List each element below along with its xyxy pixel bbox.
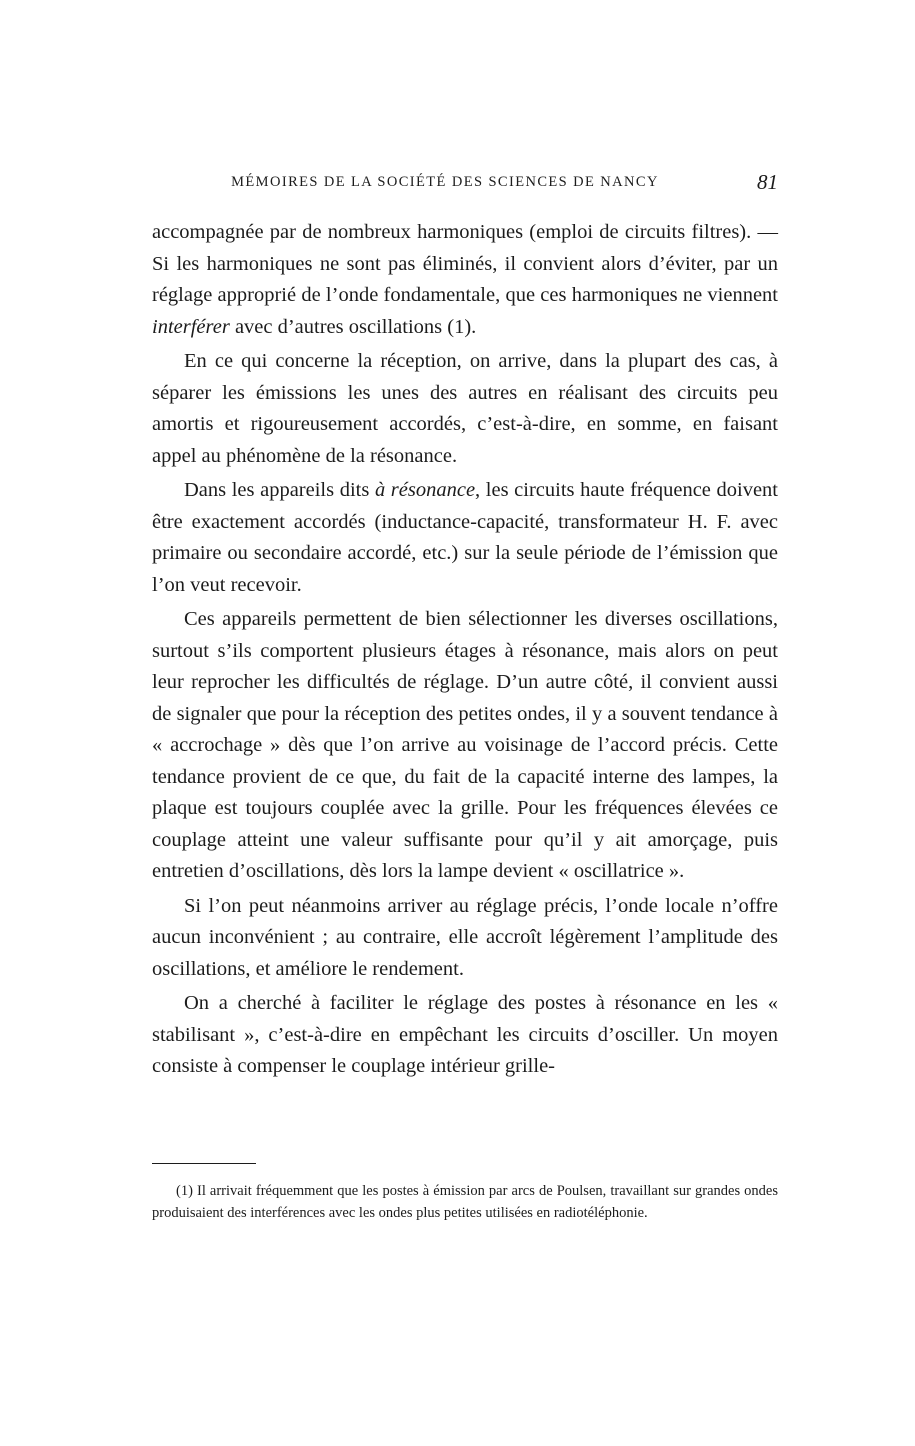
paragraph-1 <box>152 217 778 343</box>
paragraph-3-text-b: , les circuits haute fréquence doivent être exactement accordés (inductance-capacité, transformateur H. F. avec primaire ou secondaire accordé, etc.) sur la seule période de l’émission que l’on veut recevoir. <box>152 479 778 596</box>
paragraph-1-text-a: accompagnée par de nombreux harmoniques (emploi de circuits filtres). — Si les harmoniques ne sont pas éliminés, il convient alors d’éviter, par un réglage approprié de l’onde fondamentale, que ces harmoniques ne viennent <box>152 221 778 306</box>
page-number: 81 <box>757 170 778 194</box>
paragraph-3-text-a: Dans les appareils dits <box>184 479 375 501</box>
body-text <box>152 217 778 1083</box>
paragraph-4: Ces appareils permettent de bien sélectionner les diverses oscillations, surtout s’ils comportent plusieurs étages à résonance, mais alors on peut leur reprocher les difficultés de réglage. D’un autre côté, il convient aussi de signaler que pour la réception des petites ondes, il y a souvent tendance à « accrochage » dès que l’on arrive au voisinage de l’accord précis. Cette tendance provient de ce que, du fait de la capacité interne des lampes, la plaque est toujours couplée avec la grille. Pour les fréquences élevées ce couplage atteint une valeur suffisante pour qu’il y ait amorçage, puis entretien d’oscillations, dès lors la lampe devient « oscillatrice ». <box>152 608 778 882</box>
paragraph-6: On a cherché à faciliter le réglage des postes à résonance en les « stabilisant », c’est-à-dire en empêchant les circuits d’osciller. Un moyen consiste à compenser le couplage intérieur grille- <box>152 992 778 1077</box>
paragraph-1-emphasis: interférer <box>152 315 230 338</box>
paragraph-5: Si l’on peut néanmoins arriver au réglage précis, l’onde locale n’offre aucun inconvénient ; au contraire, elle accroît légèrement l’amplitude des oscillations, et améliore le rendement. <box>152 894 778 980</box>
paragraph-2: En ce qui concerne la réception, on arrive, dans la plupart des cas, à séparer les émissions les unes des autres en réalisant des circuits peu amortis et rigoureusement accordés, c’est-à-dire, en somme, en faisant appel au phénomène de la résonance. <box>152 350 778 467</box>
paragraph-3 <box>152 475 778 601</box>
running-head: MÉMOIRES DE LA SOCIÉTÉ DES SCIENCES DE NANCY <box>231 174 659 190</box>
paragraph-1-text-b: avec d’autres oscillations (1). <box>229 315 477 338</box>
footnote-rule <box>152 1163 256 1164</box>
paragraph-3-emphasis: à résonance <box>374 479 476 501</box>
footnote: (1) Il arrivait fréquemment que les postes à émission par arcs de Poulsen, travaillant sur grandes ondes produisaient des interférences avec les ondes plus petites utilisées en radiotéléphonie. <box>152 1183 778 1221</box>
page-header <box>152 172 778 196</box>
